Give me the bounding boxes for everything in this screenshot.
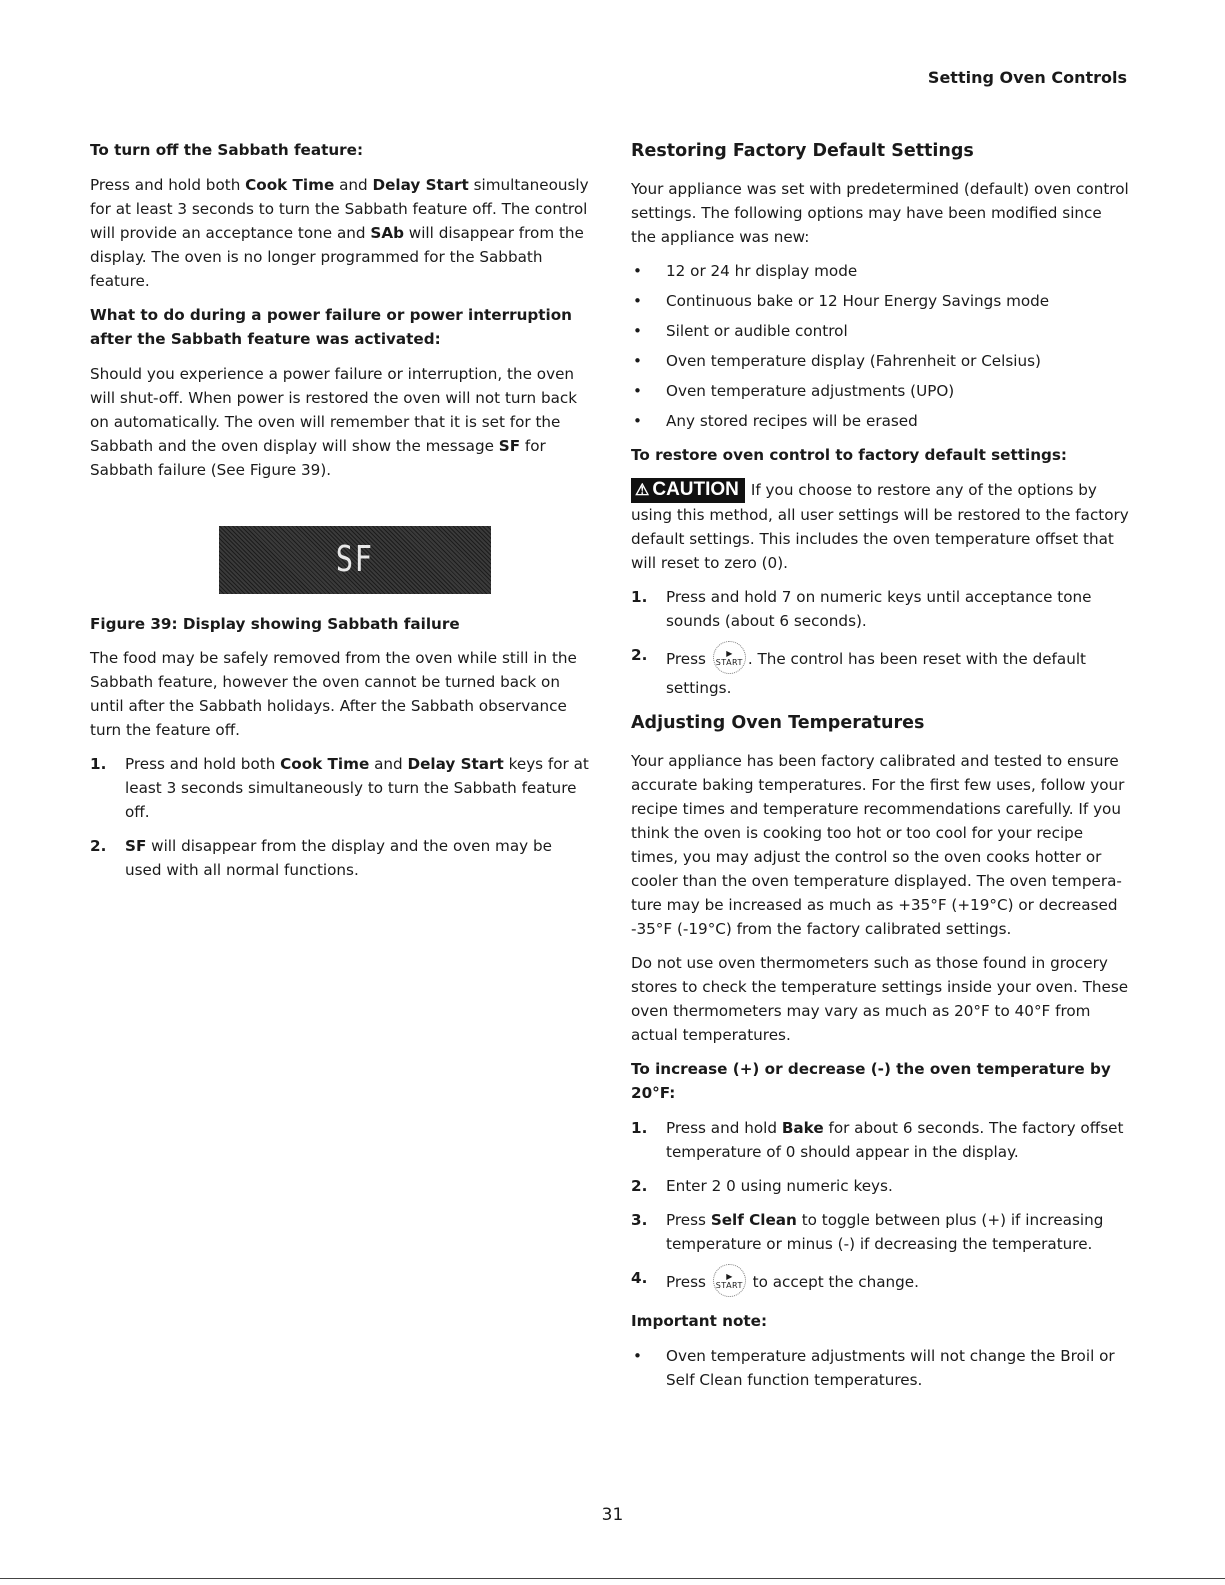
- list-item: 2. Press ▶ START . The control has been reset with the default settings.: [631, 643, 1131, 700]
- food-paragraph: The food may be safely removed from the oven while still in the Sabbath feature, however the oven cannot be turned back on until after the Sabbath holidays. After the Sabbath observance turn the feature off.: [90, 649, 577, 739]
- display-readout: SF: [336, 539, 374, 580]
- power-failure-heading: What to do during a power failure or power interruption after the Sabbath feature was activated:: [90, 306, 572, 348]
- restore-steps: [631, 585, 1131, 700]
- step-number: 1.: [631, 1119, 648, 1137]
- page-header-title: Setting Oven Controls: [927, 68, 1127, 87]
- step-number: 1.: [631, 588, 648, 606]
- list-item: 2. Enter 2 0 using numeric keys.: [631, 1174, 1131, 1198]
- step-number: 2.: [90, 837, 107, 855]
- adjust-paragraph-2: Do not use oven thermometers such as those found in grocery stores to check the temperature settings inside your oven. These oven thermometers may vary as much as 20°F to 40°F from actual temperatures.: [631, 954, 1129, 1044]
- list-item: 1. Press and hold both Cook Time and Delay Start keys for at least 3 seconds simultaneously to turn the Sabbath feature off.: [90, 752, 590, 824]
- caution-badge: ⚠ CAUTION: [631, 478, 745, 503]
- bullet-icon: •: [633, 412, 642, 430]
- start-button-icon: ▶ START: [713, 641, 746, 674]
- bullet-icon: •: [633, 292, 642, 310]
- turn-off-heading: To turn off the Sabbath feature:: [90, 141, 364, 159]
- figure-caption: Figure 39: Display showing Sabbath failure: [90, 615, 460, 633]
- left-column: [90, 138, 590, 892]
- list-item: 3. Press Self Clean to toggle between plus (+) if increasing temperature or minus (-) if decreasing the temperature.: [631, 1208, 1131, 1256]
- adjust-temperatures-title: Adjusting Oven Temperatures: [631, 713, 925, 733]
- power-failure-paragraph: Should you experience a power failure or interruption, the oven will shut-off. When power is restored the oven will not turn back on automatically. The oven will remember that it is set for the Sabbath and the oven display will show the message SF for Sabbath failure (See Figure 39).: [90, 365, 578, 479]
- figure-39: [120, 526, 590, 594]
- turn-off-paragraph: Press and hold both Cook Time and Delay Start simultaneously for at least 3 seconds to turn the Sabbath feature off. The control will provide an acceptance tone and SAb will disappear from the display. The oven is no longer programmed for the Sabbath feature.: [90, 176, 589, 290]
- restore-defaults-title: Restoring Factory Default Settings: [631, 141, 974, 161]
- step-number: 2.: [631, 646, 648, 664]
- list-item: 1. Press and hold Bake for about 6 seconds. The factory offset temperature of 0 should appear in the display.: [631, 1116, 1131, 1164]
- list-item: • Oven temperature adjustments will not change the Broil or Self Clean function temperatures.: [631, 1344, 1131, 1392]
- page-number: 31: [601, 1505, 624, 1525]
- bottom-divider: [0, 1578, 1225, 1579]
- restore-subheading: To restore oven control to factory default settings:: [631, 446, 1067, 464]
- step-number: 2.: [631, 1177, 648, 1195]
- list-item: 4. Press ▶ START to accept the change.: [631, 1266, 1131, 1299]
- list-item: 1. Press and hold 7 on numeric keys until acceptance tone sounds (about 6 seconds).: [631, 585, 1131, 633]
- warning-triangle-icon: ⚠: [635, 482, 650, 499]
- sabbath-off-steps: [90, 752, 590, 882]
- bullet-icon: •: [633, 322, 642, 340]
- oven-display-image: [219, 526, 491, 594]
- list-item: • 12 or 24 hr display mode: [631, 259, 1131, 283]
- list-item: • Any stored recipes will be erased: [631, 409, 1131, 433]
- list-item: • Silent or audible control: [631, 319, 1131, 343]
- step-number: 3.: [631, 1211, 648, 1229]
- list-item: • Continuous bake or 12 Hour Energy Savings mode: [631, 289, 1131, 313]
- bullet-icon: •: [633, 382, 642, 400]
- important-note-heading: Important note:: [631, 1312, 768, 1330]
- bullet-icon: •: [633, 262, 642, 280]
- list-item: 2. SF will disappear from the display and the oven may be used with all normal functions.: [90, 834, 590, 882]
- caution-paragraph: ⚠ CAUTION If you choose to restore any of the options by using this method, all user settings will be restored to the factory default settings. This includes the oven temperature offset that will reset to zero (0).: [631, 479, 1129, 572]
- list-item: • Oven temperature adjustments (UPO): [631, 379, 1131, 403]
- restore-options-list: [631, 259, 1131, 433]
- list-item: • Oven temperature display (Fahrenheit or Celsius): [631, 349, 1131, 373]
- step-number: 4.: [631, 1269, 648, 1287]
- start-button-icon: ▶ START: [713, 1264, 746, 1297]
- adjust-paragraph-1: Your appliance has been factory calibrated and tested to ensure accurate baking temperatures. For the first few uses, follow your recipe times and temperature recommendations carefully. If you think the oven is cooking too hot or too cool for your recipe times, you may adjust the control so the oven cooks hotter or cooler than the oven temperature displayed. The oven tempera-ture may be increased as much as +35°F (+19°C) or decreased -35°F (-19°C) from the factory calibrated settings.: [631, 752, 1125, 938]
- important-note-list: [631, 1344, 1131, 1392]
- restore-intro: Your appliance was set with predetermined (default) oven control settings. The following options may have been modified since the appliance was new:: [631, 180, 1129, 246]
- step-number: 1.: [90, 755, 107, 773]
- increase-decrease-heading: To increase (+) or decrease (-) the oven temperature by 20°F:: [631, 1060, 1111, 1102]
- bullet-icon: •: [633, 352, 642, 370]
- adjust-steps: [631, 1116, 1131, 1299]
- right-column: [631, 138, 1131, 1402]
- bullet-icon: •: [633, 1347, 642, 1365]
